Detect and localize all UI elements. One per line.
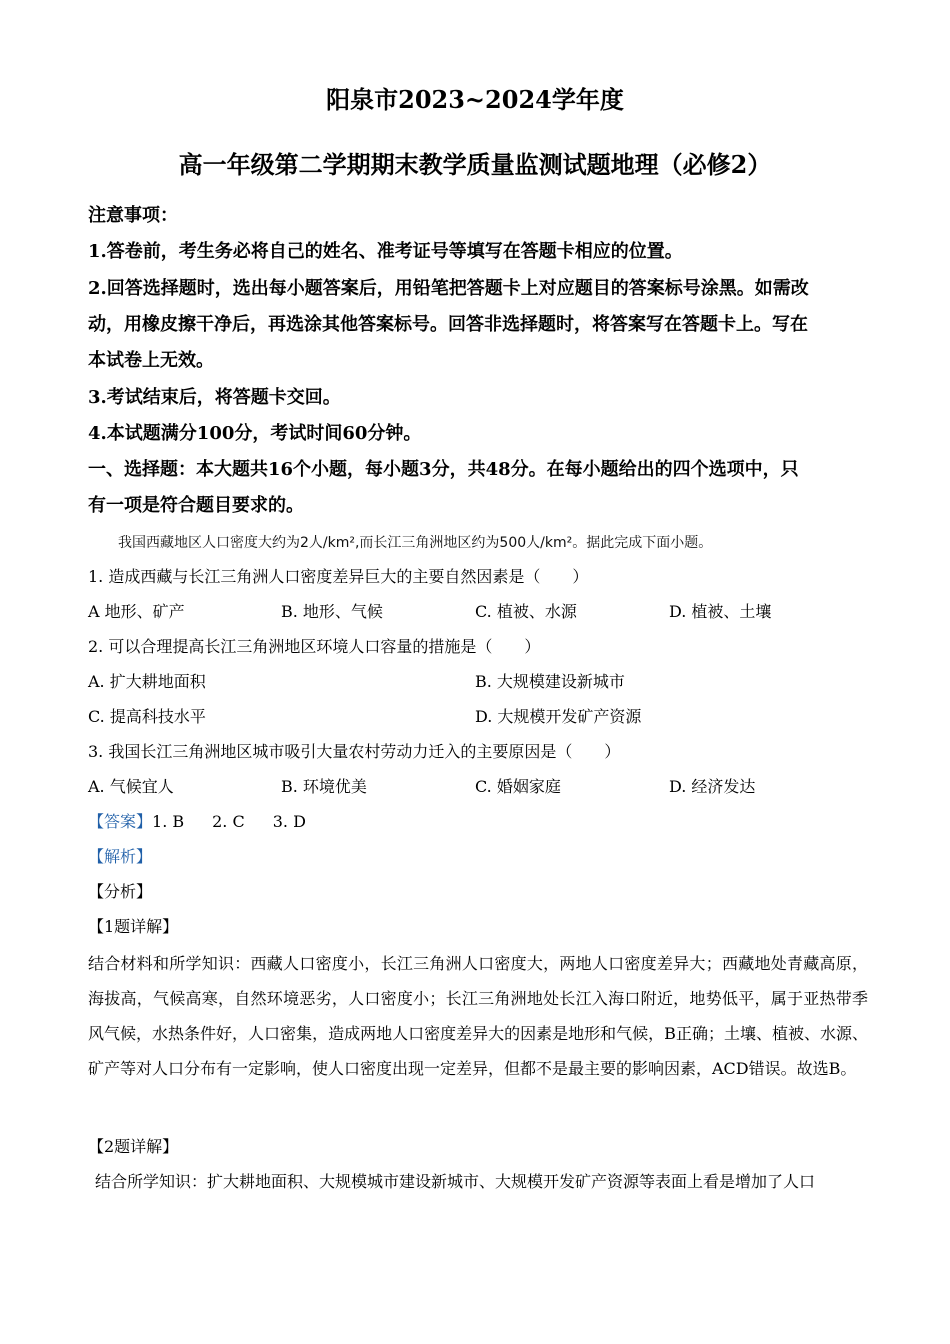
analysis-label: 【解析】 — [88, 847, 153, 866]
q1-detail-text: 结合材料和所学知识：西藏人口密度小，长江三角洲人口密度大，两地人口密度差异大；西藏地处青藏高原，海拔高，气候高寒，自然环境恶劣，人口密度小；长江三角洲地处长江入海口附近，地势低平，属于亚热带季风气候，水热条件好，人口密集，造成两地人口密度差异大的因素是地形和气候，B正确；土壤、植被、水源、矿产等对人口分布有一定影响，使人口密度出现一定差异，但都不是最主要的影响因素，ACD错误。故选B。 — [88, 954, 868, 1078]
note-line: 本试卷上无效。 — [88, 350, 214, 371]
q2-option-d: D. 大规模开发矿产资源 — [475, 707, 642, 726]
note-line: 1.答卷前，考生务必将自己的姓名、准考证号等填写在答题卡相应的位置。 — [88, 241, 683, 262]
q1-option-a: A 地形、矿产 — [88, 602, 185, 621]
answer-row — [88, 810, 334, 834]
answer-item: 1. B — [152, 812, 185, 831]
section-heading-line1: 一、选择题：本大题共16个小题，每小题3分，共48分。在每小题给出的四个选项中，只 — [88, 459, 799, 480]
q3-option-d: D. 经济发达 — [669, 777, 756, 796]
note-line: 动，用橡皮擦干净后，再选涂其他答案标号。回答非选择题时，将答案写在答题卡上。写在 — [88, 314, 808, 335]
q3-option-a: A. 气候宜人 — [88, 777, 174, 796]
question-stem-3: 3. 我国长江三角洲地区城市吸引大量农村劳动力迁入的主要原因是（ ） — [88, 742, 621, 761]
note-line: 4.本试题满分100分，考试时间60分钟。 — [88, 423, 422, 444]
note-line: 3.考试结束后，将答题卡交回。 — [88, 387, 341, 408]
q2-detail-text: 结合所学知识：扩大耕地面积、大规模城市建设新城市、大规模开发矿产资源等表面上看是增加了人口 — [95, 1172, 816, 1191]
question-intro: 我国西藏地区人口密度大约为2人/km²,而长江三角洲地区约为500人/km²。据此完成下面小题。 — [118, 535, 713, 551]
q3-option-b: B. 环境优美 — [281, 777, 367, 796]
q1-option-b: B. 地形、气候 — [281, 602, 383, 621]
section-heading-line2: 有一项是符合题目要求的。 — [88, 495, 304, 516]
q1-option-d: D. 植被、土壤 — [669, 602, 772, 621]
q2-option-c: C. 提高科技水平 — [88, 707, 206, 726]
q1-detail-heading: 【1题详解】 — [88, 917, 179, 936]
answer-item: 3. D — [272, 812, 306, 831]
fenxi-label: 【分析】 — [88, 882, 153, 901]
q2-detail-heading: 【2题详解】 — [88, 1137, 179, 1156]
q3-option-c: C. 婚姻家庭 — [475, 777, 561, 796]
answer-item: 2. C — [212, 812, 245, 831]
answer-label: 【答案】 — [88, 812, 153, 831]
exam-title-line2: 高一年级第二学期期末教学质量监测试题地理（必修2） — [178, 150, 772, 179]
question-stem-1: 1. 造成西藏与长江三角洲人口密度差异巨大的主要自然因素是（ ） — [88, 567, 589, 586]
note-line: 2.回答选择题时，选出每小题答案后，用铅笔把答题卡上对应题目的答案标号涂黑。如需改 — [88, 278, 809, 299]
question-stem-2: 2. 可以合理提高长江三角洲地区环境人口容量的措施是（ ） — [88, 637, 541, 656]
exam-title-line1: 阳泉市2023~2024学年度 — [326, 85, 624, 114]
q1-option-c: C. 植被、水源 — [475, 602, 577, 621]
q2-option-b: B. 大规模建设新城市 — [475, 672, 625, 691]
notes-heading: 注意事项： — [88, 205, 178, 226]
q2-option-a: A. 扩大耕地面积 — [88, 672, 206, 691]
